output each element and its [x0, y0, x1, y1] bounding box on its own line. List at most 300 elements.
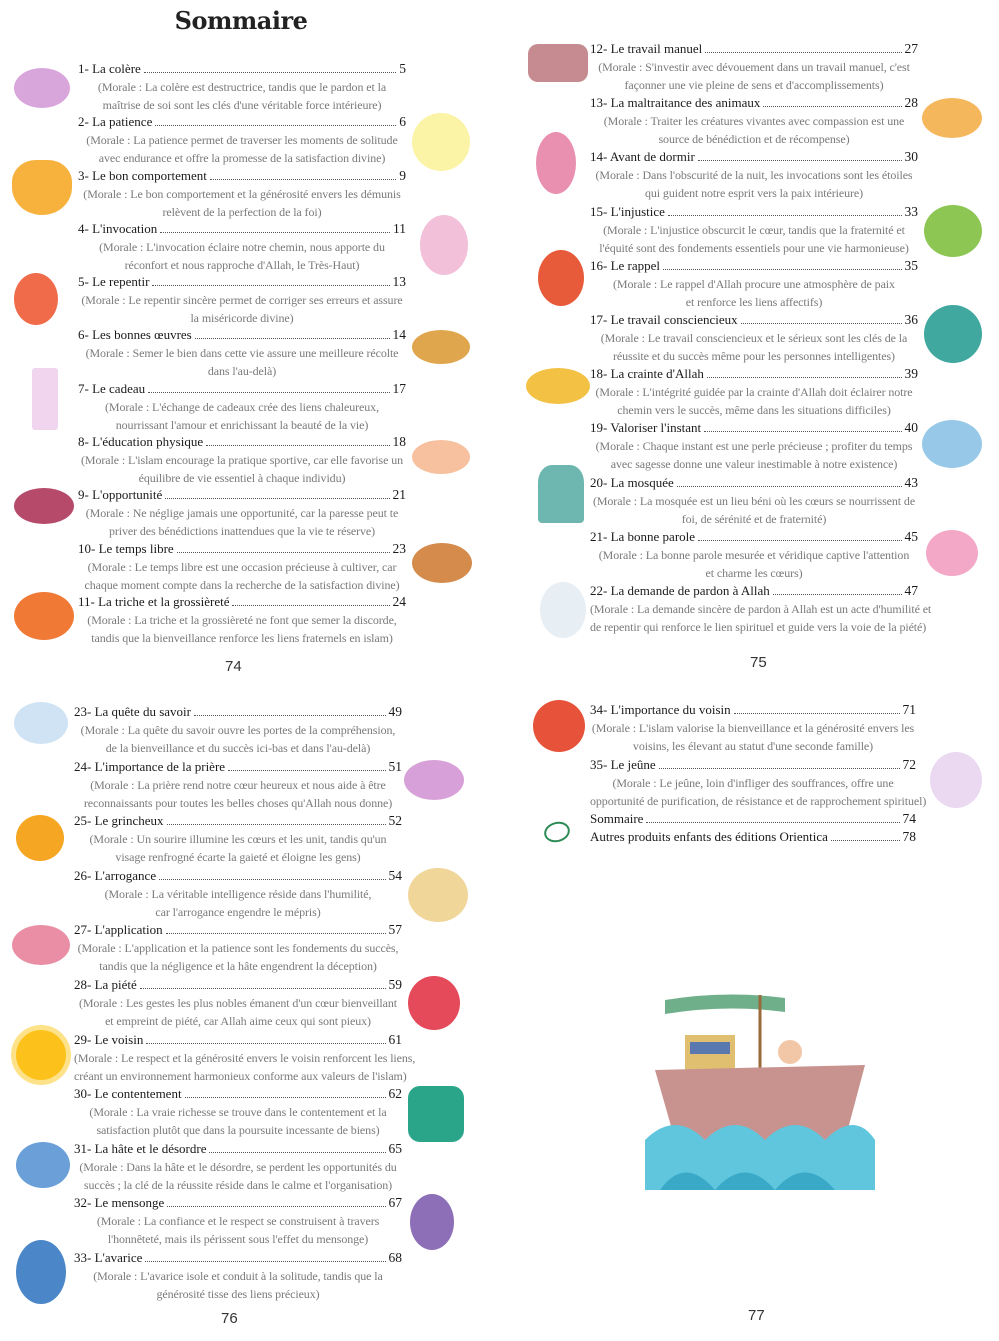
toc-entry[interactable] [590, 474, 918, 528]
chapter-title: 17- Le travail consciencieux [590, 311, 738, 327]
chapter-morale: (Morale : La confiance et le respect se construisent à travers [96, 1214, 380, 1229]
toc-entry[interactable] [74, 1140, 402, 1195]
toc-entry[interactable] [78, 113, 406, 166]
chapter-morale: chaque moment compte dans la recherche de la satisfaction divine) [84, 577, 400, 592]
chapter-morale: de repentir qui renforce le lien spirituel et guide vers la voie de la piété) [590, 619, 927, 634]
chapter-title: 34- L'importance du voisin [590, 702, 731, 717]
chapter-page-number: 65 [388, 1140, 402, 1156]
dot-leader [209, 1141, 385, 1153]
chapter-morale: (Morale : Ne néglige jamais une opportunité, car la paresse peut te [85, 506, 399, 521]
page-number: 75 [750, 654, 767, 671]
chapter-page-number: 13 [392, 274, 406, 290]
illustration-girl-crying [14, 273, 58, 325]
chapter-morale: dans l'au-delà) [207, 364, 277, 379]
chapter-title: Sommaire [590, 811, 644, 826]
toc-page-76 [74, 703, 416, 1304]
toc-entry[interactable] [78, 326, 406, 379]
dot-leader [677, 475, 902, 487]
illustration-grandparents [12, 925, 70, 965]
chapter-page-number: 39 [904, 366, 918, 382]
chapter-morale: (Morale : Dans la hâte et le désordre, se perdent les opportunités du [79, 1159, 397, 1174]
dot-leader [232, 594, 389, 606]
dot-leader [145, 1250, 385, 1262]
dot-leader [210, 168, 396, 180]
illustration-boy-green [924, 205, 982, 257]
chapter-morale: (Morale : Le travail consciencieux et le sérieux sont les clés de la [600, 330, 908, 345]
chapter-morale: (Morale : L'islam valorise la bienveillance et la générosité envers les [591, 721, 915, 735]
toc-entry[interactable] [74, 976, 402, 1031]
chapter-page-number: 45 [904, 528, 918, 544]
chapter-morale: (Morale : L'islam encourage la pratique sportive, car elle favorise un [80, 453, 404, 468]
chapter-page-number: 28 [904, 95, 918, 111]
toc-entry-heading [74, 758, 402, 776]
dot-leader [659, 757, 900, 769]
illustration-grandmother-chair [922, 420, 982, 468]
chapter-page-number: 57 [388, 922, 402, 938]
dot-leader [668, 204, 902, 216]
illustration-children [14, 68, 70, 108]
chapter-morale: (Morale : Le repentir sincère permet de corriger ses erreurs et assure [81, 293, 403, 308]
dot-leader [698, 529, 901, 541]
toc-page-77 [590, 701, 927, 846]
page-number: 76 [221, 1310, 238, 1327]
chapter-page-number: 62 [388, 1086, 402, 1102]
chapter-title: 24- L'importance de la prière [74, 758, 226, 774]
chapter-morale: (Morale : La mosquée est un lieu béni où les cœurs se nourrissent de [592, 493, 916, 508]
chapter-title: 27- L'application [74, 922, 163, 938]
toc-entry-heading [78, 273, 406, 291]
toc-entry-heading [590, 365, 918, 383]
chapter-morale: (Morale : Un sourire illumine les cœurs et les unit, tandis qu'un [89, 832, 387, 847]
chapter-title: 12- Le travail manuel [590, 41, 703, 56]
chapter-title: 5- Le repentir [78, 274, 150, 290]
toc-entry[interactable] [590, 528, 918, 582]
chapter-morale: l'équité sont des fondements essentiels pour une vie harmonieuse) [599, 240, 909, 255]
chapter-morale: (Morale : Le rappel d'Allah procure une atmosphère de paix [613, 276, 895, 291]
toc-entry-heading [590, 311, 918, 329]
toc-entry-heading [590, 701, 916, 719]
chapter-morale: maîtrise de soi sont les clés d'une véritable force intérieure) [102, 98, 382, 112]
chapter-morale: et renforce les liens affectifs) [685, 294, 823, 309]
toc-entry-heading [590, 419, 918, 437]
chapter-morale: (Morale : L'application et la patience sont les fondements du succès, [77, 941, 399, 956]
toc-entry-heading [78, 167, 406, 185]
illustration-cart [412, 543, 472, 583]
dot-leader [663, 258, 901, 270]
toc-entry-heading [590, 828, 916, 846]
toc-entry[interactable] [590, 582, 932, 636]
toc-entry[interactable] [590, 419, 918, 473]
chapter-title: 26- L'arrogance [74, 867, 157, 883]
toc-entry[interactable] [78, 380, 406, 433]
toc-entry-heading [590, 40, 918, 58]
chapter-morale: (Morale : S'investir avec dévouement dans un travail manuel, c'est [598, 60, 910, 74]
dot-leader [155, 114, 396, 126]
chapter-morale: (Morale : L'avarice isole et conduit à la solitude, tandis que la [93, 1268, 383, 1283]
dot-leader [773, 583, 902, 595]
chapter-morale: (Morale : Le jeûne, loin d'infliger des souffrances, offre une [612, 775, 894, 790]
chapter-title: 33- L'avarice [74, 1249, 143, 1265]
dot-leader [167, 813, 386, 825]
chapter-morale: (Morale : Le bon comportement et la générosité envers les démunis [83, 186, 401, 201]
toc-entry[interactable] [78, 273, 406, 326]
toc-entry-heading [590, 148, 918, 166]
toc-entry[interactable] [74, 812, 402, 867]
chapter-title: 32- Le mensonge [74, 1195, 165, 1211]
chapter-morale: tandis que la bienveillance renforce les liens fraternels en islam) [91, 630, 393, 645]
toc-entry[interactable] [74, 867, 402, 922]
chapter-title: 6- Les bonnes œuvres [78, 327, 192, 343]
chapter-page-number: 30 [904, 149, 918, 165]
chapter-page-number: 6 [399, 114, 406, 130]
chapter-morale: (Morale : Les gestes les plus nobles émanent d'un cœur bienveillant [78, 995, 398, 1010]
illustration-boy-lollipop [410, 1194, 454, 1250]
chapter-page-number: 49 [388, 704, 402, 719]
toc-entry[interactable] [78, 540, 406, 593]
toc-entry-heading [74, 812, 402, 830]
dot-leader [165, 487, 389, 499]
toc-entry[interactable] [590, 203, 918, 257]
toc-entry-heading [78, 486, 406, 504]
chapter-page-number: 51 [388, 758, 402, 774]
chapter-title: 20- La mosquée [590, 474, 674, 490]
illustration-woman-child [930, 752, 982, 808]
chapter-page-number: 61 [388, 1031, 402, 1047]
chapter-title: 15- L'injustice [590, 203, 665, 219]
chapter-morale: générosité tisse des liens précieux) [156, 1286, 320, 1301]
dot-leader [707, 366, 902, 378]
chapter-page-number: 9 [399, 167, 406, 183]
dot-leader [177, 541, 390, 553]
toc-entry[interactable] [590, 148, 918, 202]
toc-entry-heading [74, 1249, 402, 1267]
toc-entry[interactable] [590, 828, 916, 846]
illustration-boat-small [528, 44, 588, 82]
toc-entry-heading [78, 380, 406, 398]
toc-entry-heading [590, 94, 918, 112]
illustration-sun [16, 1030, 66, 1080]
chapter-morale: réussite et du succès même pour les personnes intelligentes) [613, 348, 895, 363]
dot-leader [152, 274, 389, 286]
dot-leader [734, 702, 900, 714]
toc-entry-heading [74, 867, 402, 885]
dot-leader [206, 434, 389, 446]
chapter-morale: (Morale : Chaque instant est une perle précieuse ; profiter du temps [595, 439, 913, 454]
chapter-morale: tandis que la négligence et la hâte engendrent la déception) [99, 959, 377, 974]
chapter-morale: (Morale : La patience permet de traverser les moments de solitude [86, 133, 398, 148]
chapter-title: 31- La hâte et le désordre [74, 1140, 207, 1156]
toc-entry-heading [74, 1031, 402, 1049]
chapter-page-number: 71 [902, 702, 916, 717]
chapter-morale: (Morale : Le respect et la générosité envers le voisin renforcent les liens, [74, 1050, 416, 1065]
chapter-title: 28- La piété [74, 976, 137, 992]
chapter-morale: de la bienveillance et du succès ici-bas et dans l'au-delà) [105, 741, 371, 755]
chapter-morale: réconfort et nous rapproche d'Allah, le Très-Haut) [124, 257, 360, 272]
toc-entry-heading [590, 810, 916, 828]
illustration-boy-running [16, 1142, 70, 1188]
toc-entry[interactable] [590, 810, 916, 828]
chapter-morale: succès ; la clé de la réussite réside dans le calme et l'organisation) [83, 1177, 393, 1192]
chapter-title: 3- Le bon comportement [78, 167, 207, 183]
toc-entry-heading [590, 257, 918, 275]
dot-leader [167, 1195, 385, 1207]
chapter-title: 21- La bonne parole [590, 528, 696, 544]
dot-leader [763, 95, 901, 107]
chapter-page-number: 68 [388, 1249, 402, 1265]
chapter-page-number: 21 [392, 487, 406, 503]
chapter-morale: (Morale : La prière rend notre cœur heureux et nous aide à être [90, 777, 386, 792]
chapter-morale: avec sagesse donne une valeur inestimable à notre existence) [610, 457, 898, 472]
dot-leader [166, 922, 386, 934]
dot-leader [698, 149, 902, 161]
chapter-morale: car l'arrogance engendre le mépris) [155, 904, 321, 919]
chapter-morale: chemin vers le succès, même dans les situations difficiles) [617, 403, 891, 418]
toc-entry-heading [78, 220, 406, 238]
chapter-page-number: 72 [902, 756, 916, 772]
illustration-boy-sleeping [538, 250, 584, 306]
toc-entry[interactable] [74, 703, 402, 758]
illustration-boy-cat [922, 98, 982, 138]
toc-entry[interactable] [590, 365, 918, 419]
chapter-morale: visage renfrogné écarte la gaieté et éloigne les gens) [115, 850, 361, 865]
illustration-boy-backpack [16, 1240, 66, 1304]
chapter-morale: satisfaction plutôt que dans la poursuite incessante de biens) [96, 1123, 380, 1138]
dot-leader [228, 759, 385, 771]
chapter-page-number: 47 [904, 582, 918, 598]
toc-entry-heading [74, 703, 402, 721]
chapter-morale: qui guident notre esprit vers la paix intérieure) [644, 186, 864, 201]
chapter-title: 16- Le rappel [590, 257, 661, 273]
orientica-logo-icon [542, 819, 572, 845]
dot-leader [831, 829, 900, 841]
toc-entry-heading [74, 921, 402, 939]
chapter-title: 1- La colère [78, 61, 141, 76]
dot-leader [159, 868, 385, 880]
chapter-title: 11- La triche et la grossièreté [78, 593, 230, 609]
chapter-title: 14- Avant de dormir [590, 149, 695, 165]
chapter-morale: et empreint de piété, car Allah aime ceux qui sont pieux) [105, 1013, 371, 1028]
toc-entry[interactable] [74, 921, 402, 976]
chapter-page-number: 14 [392, 327, 406, 343]
chapter-page-number: 23 [392, 540, 406, 556]
illustration-grandma-book [408, 868, 468, 922]
toc-entry[interactable] [590, 40, 918, 94]
illustration-girl-mirror [408, 976, 460, 1030]
illustration-flying-boy [412, 440, 470, 474]
chapter-morale: façonner une vie pleine de sens et d'accomplissements) [624, 78, 884, 92]
chapter-morale: (Morale : Traiter les créatures vivantes avec compassion est une [603, 114, 905, 129]
chapter-page-number: 59 [388, 976, 402, 992]
chapter-morale: créant un environnement harmonieux conforme aux valeurs de l'islam) [74, 1068, 407, 1083]
toc-entry-heading [78, 593, 406, 611]
illustration-boat-waves [635, 990, 885, 1195]
chapter-morale: priver des bénédictions inattendues que la vie te réserve) [108, 524, 376, 539]
chapter-title: 19- Valoriser l'instant [590, 420, 702, 436]
dot-leader [144, 61, 396, 73]
illustration-two-boys [14, 592, 74, 640]
chapter-page-number: 5 [399, 61, 406, 76]
chapter-morale: (Morale : L'échange de cadeaux crée des liens chaleureux, [105, 399, 379, 414]
chapter-morale: foi, de sérénité et de fraternité) [681, 511, 827, 526]
illustration-mother-child [412, 113, 470, 171]
dot-leader [195, 327, 390, 339]
toc-entry-heading [78, 113, 406, 131]
chapter-title: 8- L'éducation physique [78, 434, 204, 450]
chapter-morale: (Morale : La vraie richesse se trouve dans le contentement et la [89, 1105, 387, 1120]
toc-entry[interactable] [74, 758, 402, 813]
toc-entry-heading [74, 1085, 402, 1103]
chapter-page-number: 40 [904, 420, 918, 436]
toc-entry-heading [78, 326, 406, 344]
toc-entry-heading [74, 1140, 402, 1158]
chapter-page-number: 74 [902, 811, 916, 826]
illustration-boy-praying [536, 132, 576, 194]
dot-leader [160, 221, 390, 233]
toc-entry[interactable] [590, 311, 918, 365]
illustration-girl-bowl [533, 700, 585, 752]
chapter-page-number: 52 [388, 813, 402, 829]
dot-leader [646, 811, 899, 823]
chapter-title: 35- Le jeûne [590, 756, 656, 772]
chapter-page-number: 35 [904, 257, 918, 273]
chapter-page-number: 11 [393, 220, 406, 236]
chapter-title: 2- La patience [78, 114, 153, 130]
toc-entry-heading [78, 540, 406, 558]
chapter-morale: et charme les cœurs) [705, 565, 803, 580]
chapter-page-number: 27 [904, 41, 918, 56]
chapter-title: 9- L'opportunité [78, 487, 163, 503]
chapter-page-number: 43 [904, 474, 918, 490]
chapter-morale: (Morale : La triche et la grossièreté ne font que semer la discorde, [87, 612, 397, 627]
chapter-morale: (Morale : Semer le bien dans cette vie assure une meilleure récolte [85, 346, 399, 361]
toc-entry[interactable] [590, 701, 916, 756]
chapter-title: 18- La crainte d'Allah [590, 366, 704, 382]
illustration-gift [32, 368, 58, 430]
toc-entry[interactable] [590, 257, 918, 311]
chapter-title: Autres produits enfants des éditions Orientica [590, 829, 828, 844]
chapter-title: 4- L'invocation [78, 220, 158, 236]
chapter-morale: la miséricorde divine) [190, 311, 294, 326]
dot-leader [704, 420, 901, 432]
chapter-morale: (Morale : La colère est destructrice, tandis que le pardon et la [97, 80, 387, 94]
toc-entry[interactable] [590, 756, 927, 811]
chapter-morale: (Morale : L'intégrité guidée par la crainte d'Allah doit éclairer notre [595, 385, 913, 400]
illustration-flowers [16, 815, 64, 861]
toc-entry-heading [74, 976, 402, 994]
toc-entry[interactable] [74, 1194, 402, 1249]
chapter-morale: opportunité de purification, de résistance et de rapprochement spirituel) [590, 793, 927, 808]
chapter-page-number: 78 [902, 829, 916, 844]
dot-leader [185, 1086, 386, 1098]
dot-leader [148, 381, 389, 393]
dot-leader [140, 977, 386, 989]
chapter-title: 23- La quête du savoir [74, 704, 191, 719]
toc-entry-heading [78, 60, 406, 78]
toc-entry[interactable] [78, 60, 406, 113]
toc-entry-heading [590, 582, 918, 600]
illustration-mosque [538, 465, 584, 523]
page-title: Sommaire [174, 6, 308, 35]
page-number: 77 [748, 1307, 765, 1324]
chapter-morale: source de bénédiction et de récompense) [658, 132, 850, 147]
chapter-morale: équilibre de vie essentiel à chaque individu) [138, 471, 346, 486]
chapter-title: 13- La maltraitance des animaux [590, 95, 761, 111]
dot-leader [194, 704, 386, 716]
toc-entry[interactable] [74, 1031, 416, 1086]
chapter-title: 22- La demande de pardon à Allah [590, 582, 770, 598]
dot-leader [705, 41, 901, 53]
illustration-woman-pink [926, 530, 978, 576]
chapter-title: 29- Le voisin [74, 1031, 144, 1047]
toc-entry[interactable] [78, 220, 406, 273]
illustration-girl-book [14, 702, 68, 744]
toc-entry-heading [590, 203, 918, 221]
chapter-morale: reconnaissants pour toutes les belles choses qu'Allah nous donne) [83, 795, 393, 810]
illustration-girl-bed [404, 760, 464, 800]
illustration-three-girls [14, 488, 74, 524]
chapter-morale: relèvent de la perfection de la foi) [162, 204, 322, 219]
chapter-morale: l'honnêteté, mais ils périssent sous l'effet du mensonge) [107, 1232, 369, 1247]
toc-entry[interactable] [74, 1085, 402, 1140]
chapter-morale: (Morale : L'injustice obscurcit le cœur, tandis que la fraternité et [603, 222, 905, 237]
chapter-page-number: 54 [388, 867, 402, 883]
toc-entry[interactable] [78, 167, 406, 220]
dot-leader [146, 1032, 385, 1044]
chapter-page-number: 36 [904, 311, 918, 327]
chapter-title: 30- Le contentement [74, 1086, 182, 1102]
chapter-morale: avec endurance et offre la promesse de la satisfaction divine) [98, 151, 386, 166]
chapter-morale: (Morale : Le temps libre est une occasion précieuse à cultiver, car [87, 559, 397, 574]
chapter-page-number: 24 [392, 593, 406, 609]
toc-page-74 [78, 60, 406, 646]
toc-entry[interactable] [74, 1249, 402, 1304]
toc-entry-heading [590, 474, 918, 492]
chapter-morale: (Morale : L'invocation éclaire notre chemin, nous apporte du [99, 239, 385, 254]
illustration-grandmother [420, 215, 468, 275]
chapter-title: 25- Le grincheux [74, 813, 164, 829]
illustration-armchair [408, 1086, 464, 1142]
toc-entry[interactable] [78, 486, 406, 539]
chapter-morale: (Morale : Dans l'obscurité de la nuit, les invocations sont les étoiles [595, 168, 913, 183]
chapter-page-number: 33 [904, 203, 918, 219]
chapter-title: 7- Le cadeau [78, 380, 146, 396]
illustration-woman-praying [540, 582, 586, 638]
chapter-morale: (Morale : La bonne parole mesurée et véridique captive l'attention [598, 547, 910, 562]
illustration-woman-bear [924, 305, 982, 363]
illustration-cow-boy [412, 330, 470, 364]
illustration-heart-boy [12, 160, 72, 215]
page-number: 74 [225, 658, 242, 675]
toc-entry[interactable] [78, 593, 406, 646]
toc-entry-heading [74, 1194, 402, 1212]
toc-entry[interactable] [78, 433, 406, 486]
chapter-page-number: 18 [392, 434, 406, 450]
chapter-morale: (Morale : La quête du savoir ouvre les portes de la compréhension, [80, 723, 396, 737]
illustration-boy-desk [526, 368, 590, 404]
chapter-page-number: 17 [392, 380, 406, 396]
chapter-morale: nourrissant l'amour et enrichissant la beauté de la vie) [115, 417, 369, 432]
dot-leader [741, 312, 902, 324]
toc-entry-heading [78, 433, 406, 451]
chapter-page-number: 67 [388, 1195, 402, 1211]
toc-entry-heading [590, 528, 918, 546]
toc-entry-heading [590, 756, 916, 774]
chapter-morale: (Morale : La demande sincère de pardon à Allah est un acte d'humilité et [590, 601, 932, 616]
chapter-morale: voisins, les élevant au statut d'une seconde famille) [632, 739, 874, 753]
toc-page-75 [590, 40, 932, 636]
chapter-morale: (Morale : La véritable intelligence réside dans l'humilité, [104, 886, 372, 901]
toc-entry[interactable] [590, 94, 918, 148]
